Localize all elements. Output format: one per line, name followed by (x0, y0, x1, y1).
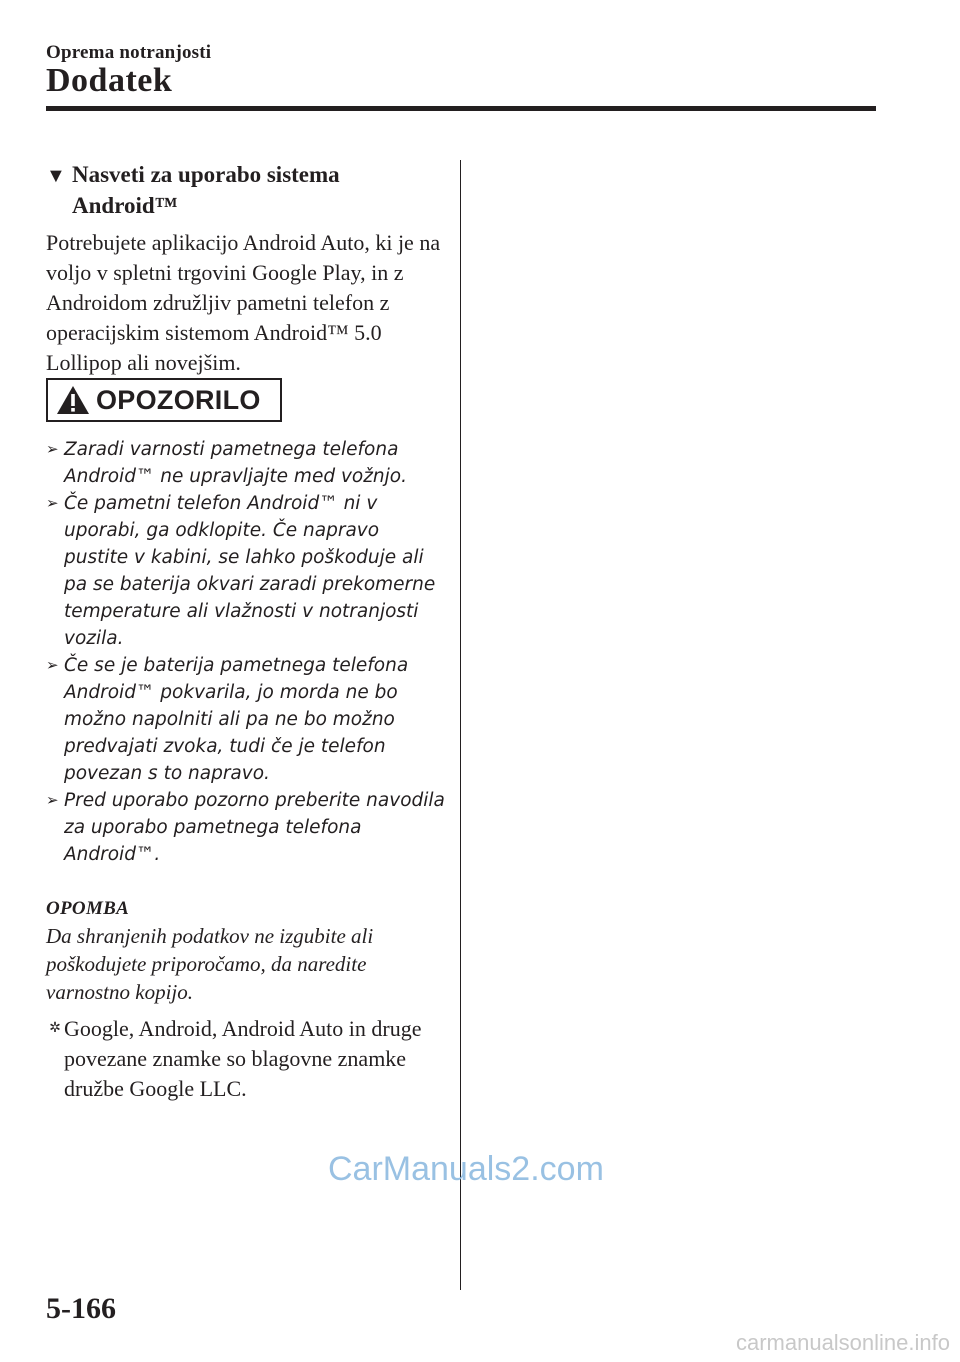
section-heading (46, 160, 446, 221)
footnote-text: Google, Android, Android Auto in druge povezane znamke so blagovne znamke družbe Google LLC. (64, 1016, 422, 1101)
note-title: OPOMBA (46, 898, 130, 919)
note-body: Da shranjenih podatkov ne izgubite ali poškodujete priporočamo, da naredite varnostno kopijo. (46, 924, 374, 1004)
warning-item (46, 436, 446, 490)
heading-line2: Android™ (72, 193, 178, 218)
arrow-right-icon: ➢ (46, 494, 59, 512)
heading-line1: Nasveti za uporabo sistema (72, 162, 340, 187)
intro-paragraph: Potrebujete aplikacijo Android Auto, ki je na voljo v spletni trgovini Google Play, in z Androidom združljiv pametni telefon z operacijskim sistemom Android™ 5.0 Lollipop ali novejšim. (46, 230, 441, 375)
warning-item-text: Pred uporabo pozorno preberite navodila za uporabo pametnega telefona Android™. (64, 790, 445, 865)
watermark-logo: CarManuals2.com (328, 1150, 604, 1188)
footnote (46, 1014, 446, 1104)
page-number: 5-166 (46, 1292, 116, 1325)
warning-label: OPOZORILO (96, 384, 261, 415)
warning-item (46, 787, 446, 868)
warning-icon (56, 385, 90, 415)
section-label: Oprema notranjosti (46, 42, 212, 63)
warning-item (46, 652, 446, 787)
warning-list (46, 436, 446, 868)
column-divider (460, 160, 461, 1290)
warning-banner (46, 378, 282, 422)
asterisk-icon: ✲ (49, 1021, 61, 1036)
header-rule (46, 106, 876, 111)
warning-item-text: Zaradi varnosti pametnega telefona Android™ ne upravljajte med vožnjo. (64, 439, 407, 487)
triangle-down-icon: ▼ (46, 165, 66, 187)
warning-item-text: Če pametni telefon Android™ ni v uporabi, ga odklopite. Če napravo pustite v kabini, se lahko poškoduje ali pa se baterija okvari zaradi prekomerne temperature ali vlažnosti v notranjosti vozila. (64, 493, 436, 649)
warning-item-text: Če se je baterija pametnega telefona Android™ pokvarila, jo morda ne bo možno napolniti ali pa ne bo možno predvajati zvoka, tudi če je telefon povezan s to napravo. (64, 655, 409, 784)
chapter-title: Dodatek (46, 62, 173, 99)
arrow-right-icon: ➢ (46, 440, 59, 458)
warning-item (46, 490, 446, 652)
arrow-right-icon: ➢ (46, 791, 59, 809)
site-watermark: carmanualsonline.info (735, 1330, 950, 1355)
arrow-right-icon: ➢ (46, 656, 59, 674)
